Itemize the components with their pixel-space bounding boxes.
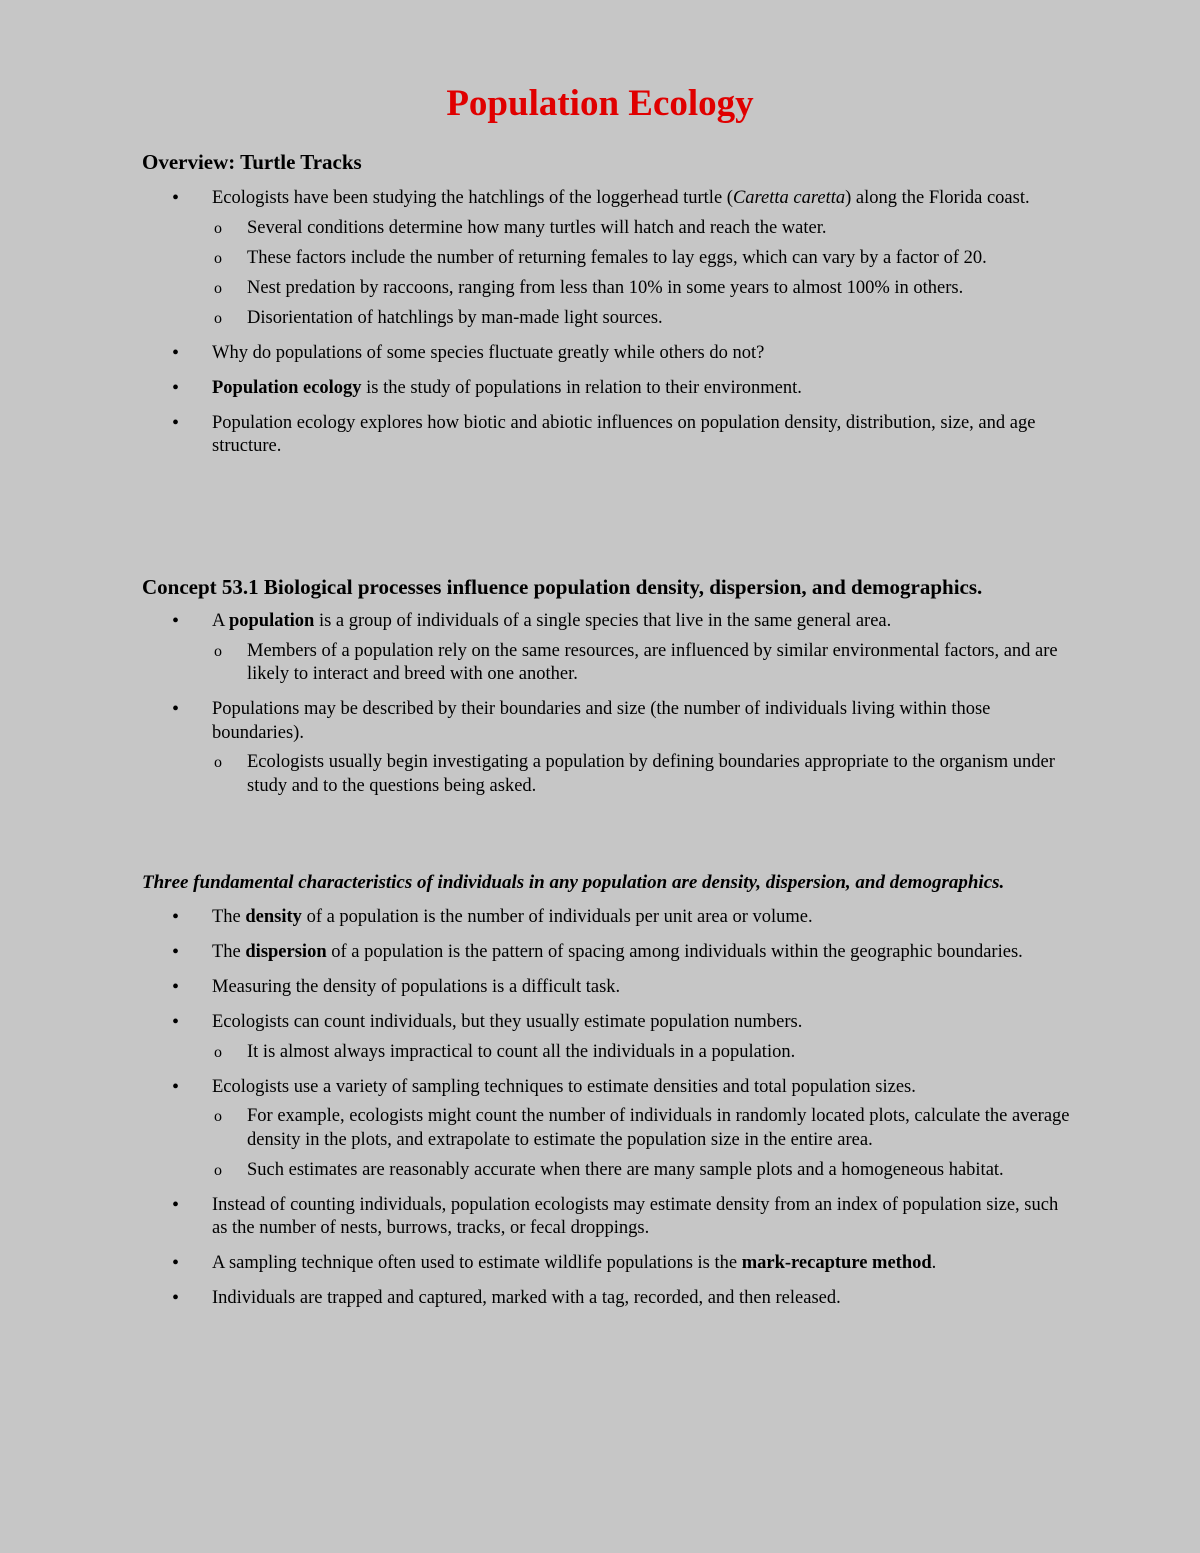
sub-item: o Nest predation by raccoons, ranging from less than 10% in some years to almost 100% in others.: [142, 277, 1072, 301]
text: is a group of individuals of a single species that live in the same general area.: [314, 611, 892, 631]
list-item: • Instead of counting individuals, population ecologists may estimate density from an index of population size, such as the number of nests, burrows, tracks, or fecal droppings.: [142, 1194, 1072, 1241]
overview-list: [142, 187, 1072, 459]
list-item: [142, 941, 1072, 965]
text: ) along the Florida coast.: [845, 188, 1030, 208]
text: The: [212, 907, 246, 927]
sub-list: [212, 751, 1072, 798]
text: A sampling technique often used to estimate wildlife populations is the: [212, 1253, 742, 1273]
fundamental-section: [142, 871, 1072, 1311]
sub-item: o These factors include the number of returning females to lay eggs, which can vary by a factor of 20.: [142, 247, 1072, 271]
fundamental-list: [142, 906, 1072, 1311]
concept-section: [142, 575, 1072, 798]
term: density: [245, 907, 302, 927]
text: Populations may be described by their boundaries and size (the number of individuals living within those boundaries).: [212, 699, 991, 743]
fundamental-heading: Three fundamental characteristics of individuals in any population are density, dispersion, and demographics.: [142, 872, 1005, 893]
list-item: [142, 698, 1072, 798]
text: Ecologists use a variety of sampling techniques to estimate densities and total population sizes.: [212, 1076, 916, 1097]
list-item: • Population ecology explores how biotic and abiotic influences on population density, distribution, size, and age structure.: [142, 412, 1072, 459]
text: A: [212, 611, 229, 631]
text: The: [212, 942, 246, 962]
sub-item: o For example, ecologists might count the number of individuals in randomly located plots, calculate the average density in the plots, and extrapolate to estimate the population size in the entire area.: [142, 1105, 1072, 1152]
list-item: [142, 377, 1072, 401]
list-item: [142, 906, 1072, 930]
list-item: • Individuals are trapped and captured, marked with a tag, recorded, and then released.: [142, 1287, 1072, 1311]
term: mark-recapture method: [741, 1253, 932, 1273]
sub-item: o Such estimates are reasonably accurate when there are many sample plots and a homogeneous habitat.: [142, 1159, 1072, 1183]
text: of a population is the pattern of spacing among individuals within the geographic boundaries.: [326, 942, 1023, 962]
overview-heading: Overview: Turtle Tracks: [142, 150, 362, 174]
list-item: [142, 1252, 1072, 1276]
text: is the study of populations in relation to their environment.: [361, 377, 802, 398]
text: Ecologists have been studying the hatchlings of the loggerhead turtle (: [212, 188, 733, 208]
sub-list: [212, 217, 1072, 331]
sub-list: [212, 640, 1072, 687]
list-item: [142, 1011, 1072, 1064]
concept-heading: Concept 53.1 Biological processes influence population density, dispersion, and demographics.: [142, 575, 983, 599]
overview-section: [142, 150, 1072, 459]
sub-item: o Members of a population rely on the same resources, are influenced by similar environmental factors, and are likely to interact and breed with one another.: [142, 640, 1072, 687]
list-item: • Measuring the density of populations is a difficult task.: [142, 976, 1072, 1000]
sub-item: o Ecologists usually begin investigating a population by defining boundaries appropriate to the organism under study and to the questions being asked.: [142, 751, 1072, 798]
concept-list: [142, 610, 1072, 798]
list-item: [142, 1076, 1072, 1183]
species-name: Caretta caretta: [732, 188, 846, 208]
list-item: • Why do populations of some species fluctuate greatly while others do not?: [142, 342, 1072, 366]
sub-item: o Disorientation of hatchlings by man-made light sources.: [142, 307, 1072, 331]
text: Ecologists can count individuals, but they usually estimate population numbers.: [212, 1012, 803, 1032]
sub-list: [212, 1041, 1072, 1065]
list-item: [142, 187, 1072, 330]
term: population: [228, 611, 315, 631]
sub-item: o It is almost always impractical to count all the individuals in a population.: [142, 1041, 1072, 1065]
text: .: [931, 1253, 937, 1273]
document-title: Population Ecology: [446, 83, 754, 124]
text: of a population is the number of individuals per unit area or volume.: [301, 907, 813, 927]
sub-item: o Several conditions determine how many turtles will hatch and reach the water.: [142, 217, 1072, 241]
sub-list: [212, 1105, 1072, 1182]
term: Population ecology: [212, 377, 362, 398]
list-item: [142, 610, 1072, 687]
term: dispersion: [245, 942, 327, 962]
